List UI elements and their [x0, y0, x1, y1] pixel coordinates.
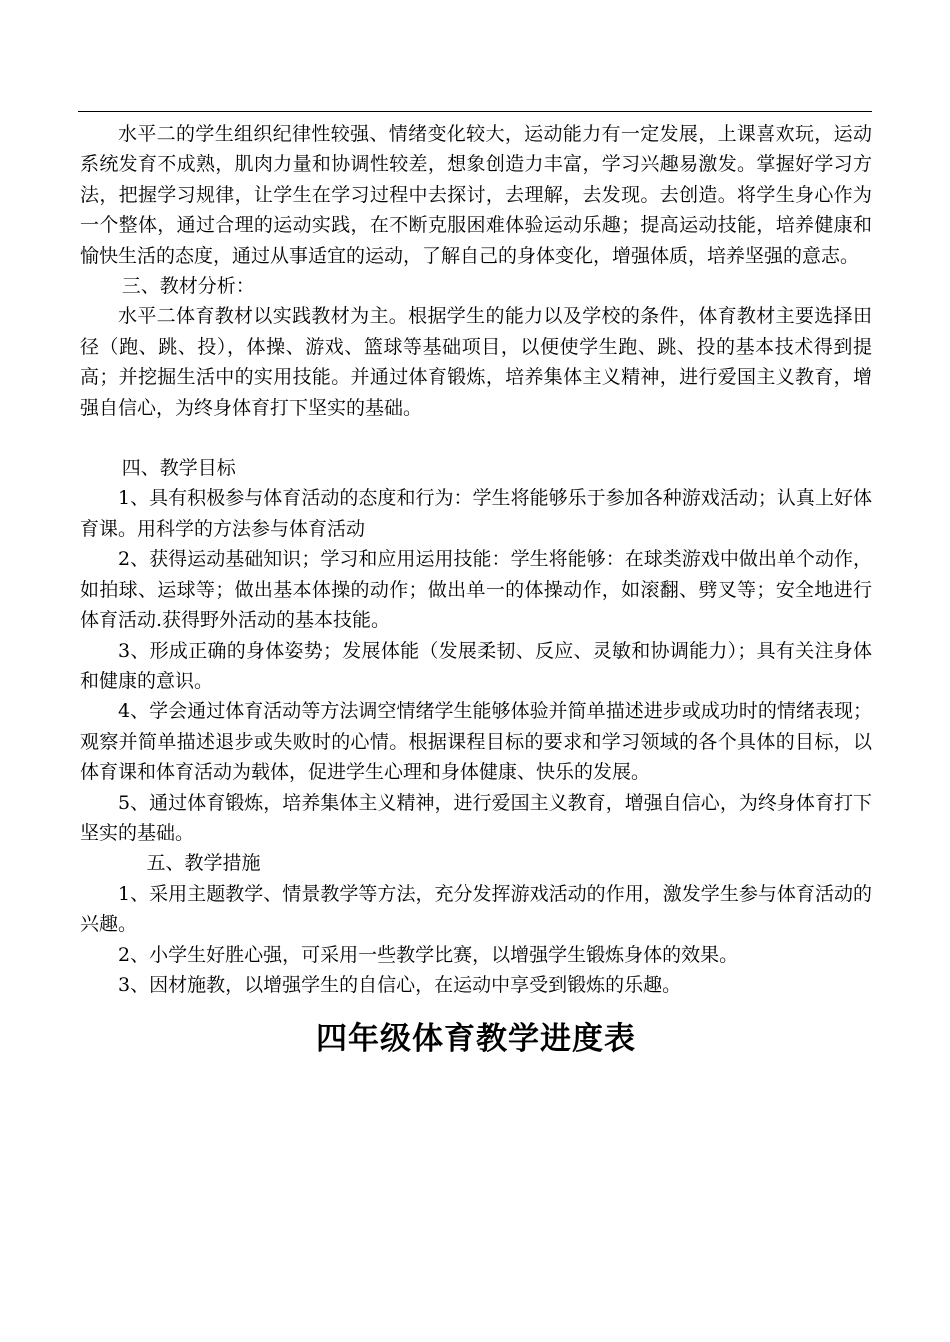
student-analysis-paragraph: 水平二的学生组织纪律性较强、情绪变化较大，运动能力有一定发展，上课喜欢玩，运动系统发育不成熟，肌肉力量和协调性较差，想象创造力丰富，学习兴趣易激发。掌握好学习方法，把握学习规律，让学生在学习过程中去探讨，去理解，去发现。去创造。将学生身心作为一个整体，通过合理的运动实践，在不断克服困难体验运动乐趣；提高运动技能，培养健康和愉快生活的态度，通过从事适宜的运动，了解自己的身体变化，增强体质，培养坚强的意志。 [80, 123, 872, 267]
goal-item-4: 4、学会通过体育活动等方法调空情绪学生能够体验并简单描述进步或成功时的情绪表现；观察并简单描述退步或失败时的心情。根据课程目标的要求和学习领域的各个具体的目标，以体育课和体育活动为载体，促进学生心理和身体健康、快乐的发展。 [80, 700, 872, 784]
document-title: 四年级体育教学进度表 [316, 1021, 636, 1058]
goal-item-5: 5、通过体育锻炼，培养集体主义精神，进行爱国主义教育，增强自信心，为终身体育打下坚实的基础。 [80, 791, 872, 844]
document-body [80, 119, 872, 1058]
measure-item-3: 3、因材施教，以增强学生的自信心，在运动中享受到锻炼的乐趣。 [118, 973, 682, 996]
blank-line [80, 423, 872, 453]
measure-item-2: 2、小学生好胜心强，可采用一些教学比赛，以增强学生锻炼身体的效果。 [118, 943, 739, 966]
goal-item-1: 1、具有积极参与体育活动的态度和行为：学生将能够乐于参加各种游戏活动；认真上好体育课。用科学的方法参与体育活动 [80, 487, 872, 540]
goal-item-3: 3、形成正确的身体姿势；发展体能（发展柔韧、反应、灵敏和协调能力）；具有关注身体和健康的意识。 [80, 639, 872, 692]
measure-item-1: 1、采用主题教学、情景教学等方法，充分发挥游戏活动的作用，激发学生参与体育活动的兴趣。 [80, 882, 872, 936]
section-heading-material-analysis: 三、教材分析： [121, 275, 255, 298]
goal-item-2: 2、获得运动基础知识；学习和应用运用技能：学生将能够：在球类游戏中做出单个动作，如拍球、运球等；做出基本体操的动作；做出单一的体操动作，如滚翻、劈叉等；安全地进行体育活动.获得野外活动的基本技能。 [80, 548, 872, 632]
header-rule [78, 111, 872, 112]
material-analysis-paragraph: 水平二体育教材以实践教材为主。根据学生的能力以及学校的条件，体育教材主要选择田径（跑、跳、投），体操、游戏、篮球等基础项目，以便使学生跑、跳、投的基本技术得到提高；并挖掘生活中的实用技能。并通过体育锻炼，培养集体主义精神，进行爱国主义教育，增强自信心，为终身体育打下坚实的基础。 [80, 305, 872, 419]
section-heading-teaching-goals: 四、教学目标 [121, 457, 236, 480]
section-heading-teaching-measures: 五、教学措施 [146, 852, 261, 875]
